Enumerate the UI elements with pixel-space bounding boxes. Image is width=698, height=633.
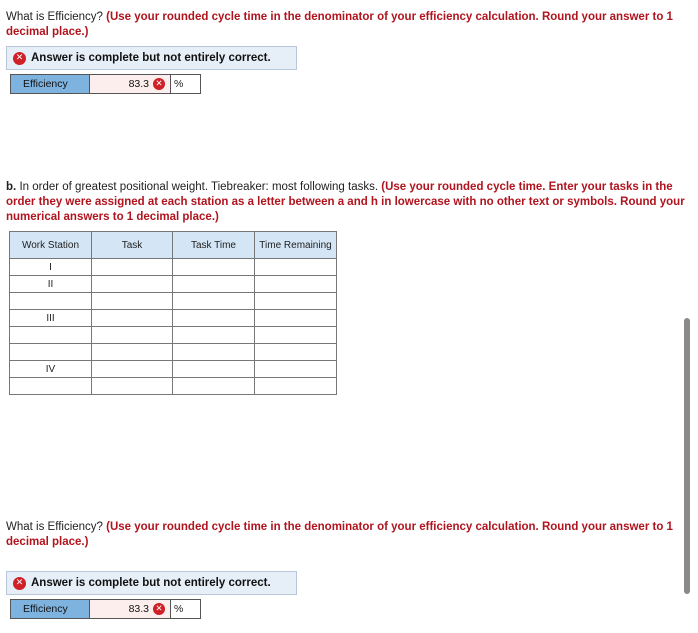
header-task-time: Task Time xyxy=(173,232,255,259)
station-cell xyxy=(10,327,92,344)
table-row xyxy=(10,327,337,344)
task-time-input[interactable] xyxy=(173,327,255,344)
table-row xyxy=(10,310,337,327)
efficiency-value: 83.3 xyxy=(128,603,149,615)
header-time-remaining: Time Remaining xyxy=(255,232,337,259)
station-cell: I xyxy=(10,259,92,276)
error-x-icon: ✕ xyxy=(13,577,26,590)
vertical-scrollbar[interactable] xyxy=(684,318,690,594)
station-cell: II xyxy=(10,276,92,293)
table-row xyxy=(10,344,337,361)
efficiency-answer-row-a xyxy=(10,74,201,94)
station-cell: IV xyxy=(10,361,92,378)
table-row xyxy=(10,378,337,395)
question-instruction: (Use your rounded cycle time in the denominator of your efficiency calculation. Round your answer to 1 decimal place.) xyxy=(6,11,673,38)
station-cell xyxy=(10,344,92,361)
efficiency-question-c xyxy=(6,520,686,550)
task-time-input[interactable] xyxy=(173,361,255,378)
percent-unit: % xyxy=(171,599,201,619)
task-time-input[interactable] xyxy=(173,293,255,310)
task-time-input[interactable] xyxy=(173,378,255,395)
error-x-icon: ✕ xyxy=(13,52,26,65)
feedback-banner-c xyxy=(6,571,297,595)
percent-unit: % xyxy=(171,74,201,94)
task-input[interactable] xyxy=(92,327,173,344)
task-time-input[interactable] xyxy=(173,310,255,327)
feedback-message: Answer is complete but not entirely correct. xyxy=(31,577,271,589)
time-remaining-input[interactable] xyxy=(255,293,337,310)
efficiency-question-a xyxy=(6,10,690,40)
efficiency-label: Efficiency xyxy=(10,599,90,619)
table-row xyxy=(10,259,337,276)
task-time-input[interactable] xyxy=(173,344,255,361)
question-instruction: (Use your rounded cycle time. Enter your tasks in the order they were assigned at each station as a letter between a and h in lowercase with no other text or symbols. Round your numerical answers to 1 decimal place.) xyxy=(6,181,685,223)
task-time-input[interactable] xyxy=(173,259,255,276)
task-time-input[interactable] xyxy=(173,276,255,293)
task-input[interactable] xyxy=(92,310,173,327)
efficiency-value: 83.3 xyxy=(128,78,149,90)
station-cell xyxy=(10,378,92,395)
time-remaining-input[interactable] xyxy=(255,361,337,378)
station-cell: III xyxy=(10,310,92,327)
task-input[interactable] xyxy=(92,293,173,310)
time-remaining-input[interactable] xyxy=(255,327,337,344)
table-row xyxy=(10,276,337,293)
task-input[interactable] xyxy=(92,361,173,378)
question-instruction: (Use your rounded cycle time in the denominator of your efficiency calculation. Round your answer to 1 decimal place.) xyxy=(6,521,673,548)
time-remaining-input[interactable] xyxy=(255,259,337,276)
question-b xyxy=(6,180,690,225)
incorrect-x-icon: ✕ xyxy=(153,78,165,90)
time-remaining-input[interactable] xyxy=(255,310,337,327)
efficiency-label: Efficiency xyxy=(10,74,90,94)
efficiency-input[interactable] xyxy=(90,599,171,619)
question-part: b. xyxy=(6,181,17,193)
task-input[interactable] xyxy=(92,259,173,276)
time-remaining-input[interactable] xyxy=(255,378,337,395)
table-row xyxy=(10,361,337,378)
question-lead: In order of greatest positional weight. Tiebreaker: most following tasks. xyxy=(19,181,379,193)
question-lead: What is Efficiency? xyxy=(6,11,103,23)
task-input[interactable] xyxy=(92,276,173,293)
incorrect-x-icon: ✕ xyxy=(153,603,165,615)
time-remaining-input[interactable] xyxy=(255,344,337,361)
station-cell xyxy=(10,293,92,310)
question-lead: What is Efficiency? xyxy=(6,521,103,533)
header-work-station: Work Station xyxy=(10,232,92,259)
efficiency-input[interactable] xyxy=(90,74,171,94)
task-input[interactable] xyxy=(92,344,173,361)
header-task: Task xyxy=(92,232,173,259)
assignment-table xyxy=(9,231,337,395)
efficiency-answer-row-c xyxy=(10,599,201,619)
table-row xyxy=(10,293,337,310)
task-input[interactable] xyxy=(92,378,173,395)
time-remaining-input[interactable] xyxy=(255,276,337,293)
feedback-message: Answer is complete but not entirely correct. xyxy=(31,52,271,64)
feedback-banner-a xyxy=(6,46,297,70)
